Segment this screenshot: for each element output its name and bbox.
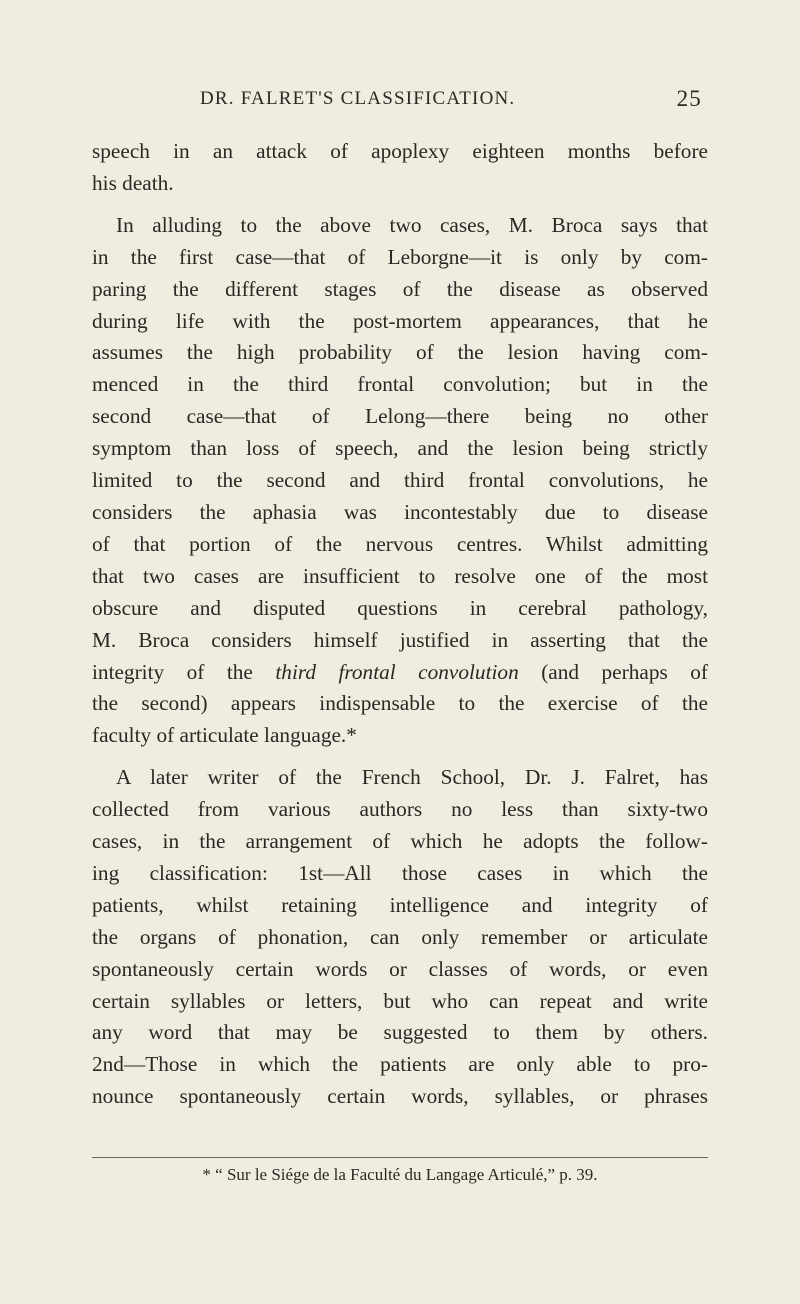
running-title: DR. FALRET'S CLASSIFICATION. [200, 88, 516, 109]
text-line: any word that may be suggested to them by others. [92, 1020, 708, 1045]
text-line: spontaneously certain words or classes of words, or even [92, 956, 708, 981]
text-line: cases, in the arrangement of which he adopts the follow- [92, 829, 708, 854]
text-line [92, 657, 708, 689]
text-line: menced in the third frontal convolution; but in the [92, 372, 708, 397]
text-line: M. Broca considers himself justified in asserting that the [92, 627, 708, 652]
text-line: 2nd—Those in which the patients are only able to pro- [92, 1052, 708, 1077]
italic-term: third frontal convolution [275, 659, 519, 684]
footnote-divider [92, 1157, 708, 1158]
body-text [92, 136, 708, 1113]
text-segment: (and perhaps of [518, 659, 708, 684]
text-line: limited to the second and third frontal convolutions, he [92, 468, 708, 493]
paragraph-1 [92, 136, 708, 200]
text-line: second case—that of Lelong—there being no other [92, 404, 708, 429]
paragraph-3 [92, 762, 708, 1113]
text-line: faculty of articulate language.* [92, 723, 357, 748]
text-line: paring the different stages of the disease as observed [92, 276, 708, 301]
text-line: certain syllables or letters, but who can repeat and write [92, 988, 708, 1013]
text-line: nounce spontaneously certain words, syllables, or phrases [92, 1084, 708, 1109]
text-line: in the first case—that of Leborgne—it is only by com- [92, 244, 708, 269]
footnote: * “ Sur le Siége de la Faculté du Langage Articulé,” p. 39. [202, 1165, 598, 1184]
text-line: symptom than loss of speech, and the lesion being strictly [92, 436, 708, 461]
text-line: the organs of phonation, can only remember or articulate [92, 924, 708, 949]
text-line: collected from various authors no less than sixty-two [92, 797, 708, 822]
text-line: A later writer of the French School, Dr. J. Falret, has [116, 765, 708, 790]
paragraph-2 [92, 210, 708, 752]
text-line: of that portion of the nervous centres. Whilst admitting [92, 531, 708, 556]
text-line: ing classification: 1st—All those cases in which the [92, 860, 708, 885]
text-line: the second) appears indispensable to the exercise of the [92, 691, 708, 716]
text-line: patients, whilst retaining intelligence and integrity of [92, 892, 708, 917]
text-line: that two cases are insufficient to resolve one of the most [92, 563, 708, 588]
text-line: speech in an attack of apoplexy eighteen months before [92, 139, 708, 163]
page [92, 88, 708, 1113]
text-line: assumes the high probability of the lesion having com- [92, 340, 708, 365]
running-header [92, 88, 708, 122]
text-line: obscure and disputed questions in cerebral pathology, [92, 595, 708, 620]
text-line: during life with the post-mortem appearances, that he [92, 308, 708, 333]
text-line: his death. [92, 170, 174, 195]
text-line: considers the aphasia was incontestably due to disease [92, 499, 708, 524]
page-number: 25 [676, 86, 702, 111]
text-line: In alluding to the above two cases, M. Broca says that [116, 212, 708, 237]
text-segment: integrity of the [92, 659, 276, 684]
